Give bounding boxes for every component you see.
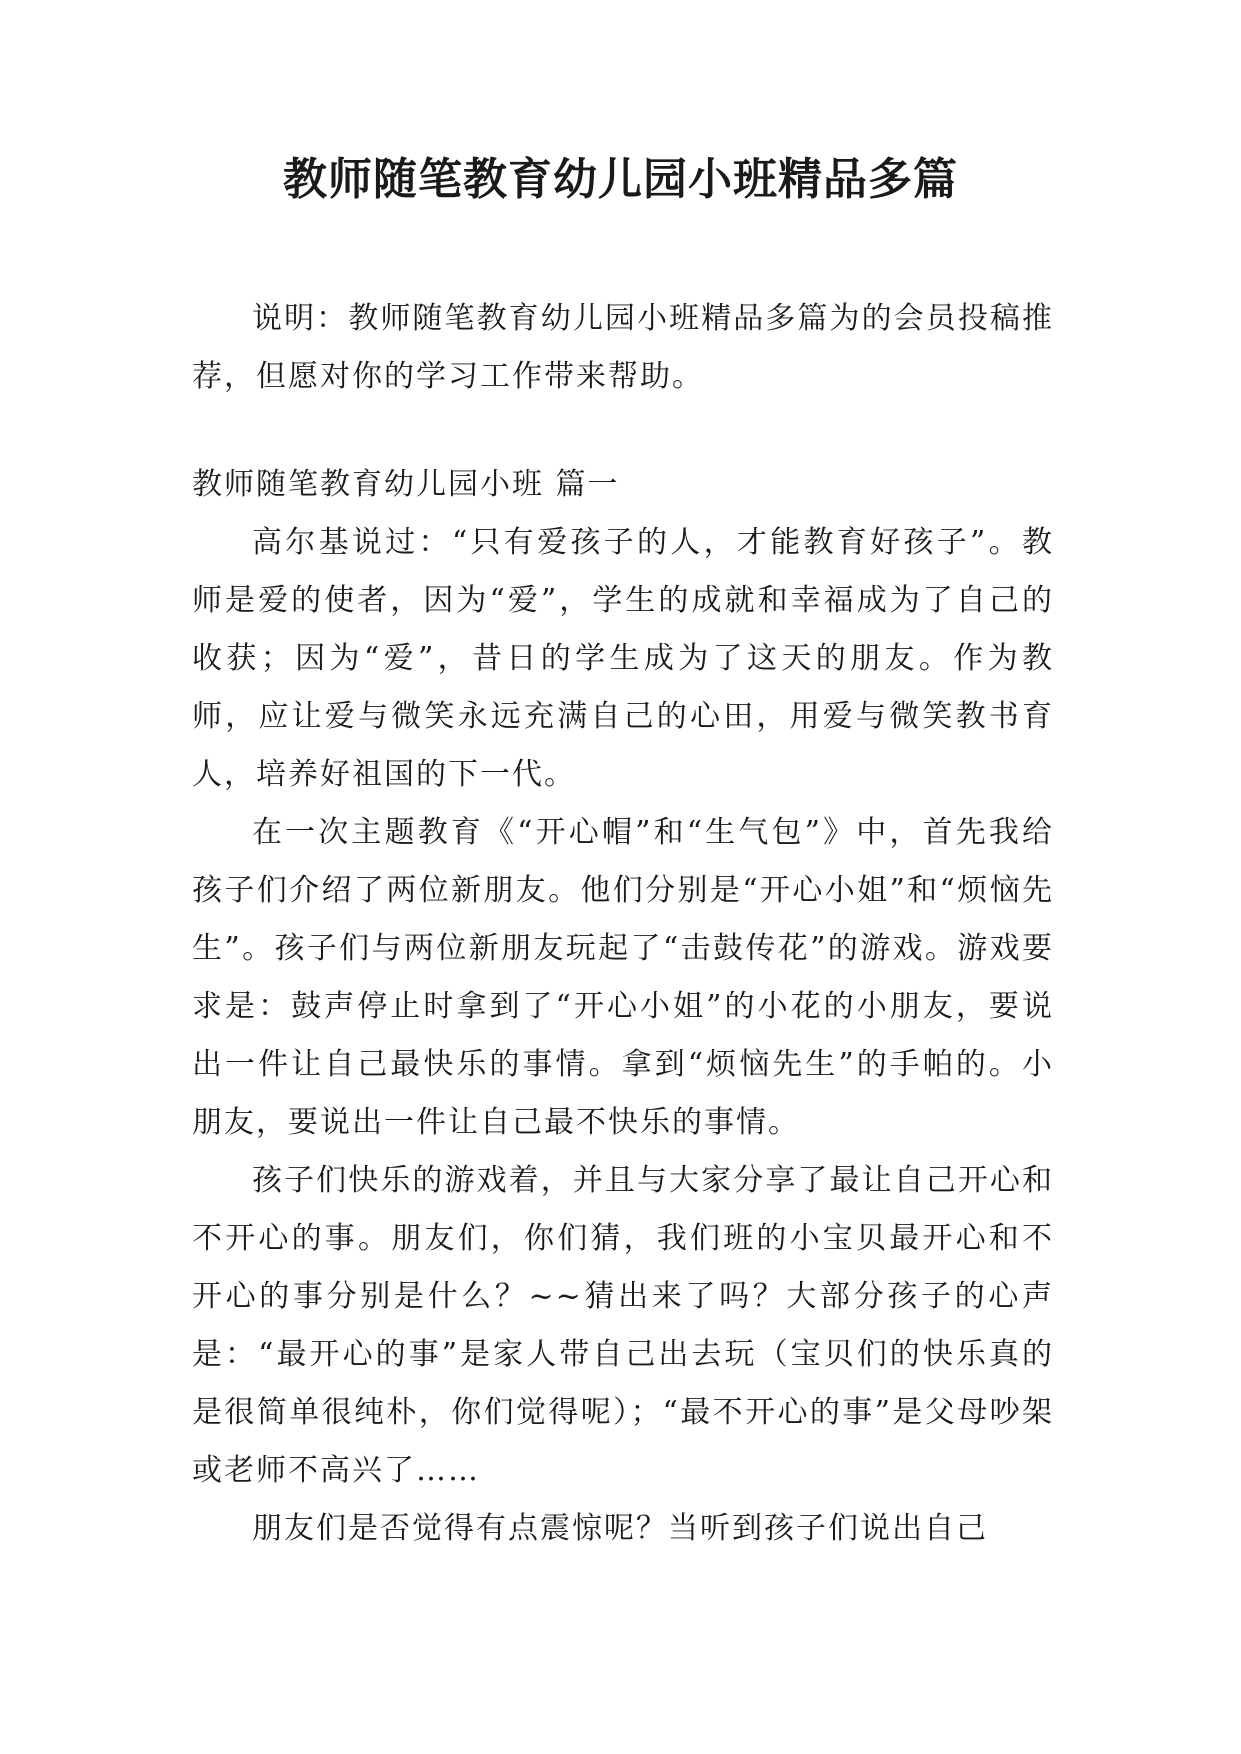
document-body: [192, 290, 1054, 1558]
intro-paragraph: 说明：教师随笔教育幼儿园小班精品多篇为的会员投稿推荐，但愿对你的学习工作带来帮助。: [192, 301, 1054, 394]
body-paragraph: 高尔基说过：“只有爱孩子的人，才能教育好孩子”。教师是爱的使者，因为“爱”，学生的成就和幸福成为了自己的收获；因为“爱”，昔日的学生成为了这天的朋友。作为教师，应让爱与微笑永远充满自己的心田，用爱与微笑教书育人，培养好祖国的下一代。: [192, 525, 1054, 792]
document-title: 教师随笔教育幼儿园小班精品多篇: [283, 154, 958, 205]
body-paragraph: 孩子们快乐的游戏着，并且与大家分享了最让自己开心和不开心的事。朋友们，你们猜，我们班的小宝贝最开心和不开心的事分别是什么？~~猜出来了吗？大部分孩子的心声是：“最开心的事”是家人带自己出去玩（宝贝们的快乐真的是很简单很纯朴，你们觉得呢）；“最不开心的事”是父母吵架或老师不高兴了……: [192, 1163, 1054, 1488]
body-paragraph: 朋友们是否觉得有点震惊呢？当听到孩子们说出自己: [252, 1511, 988, 1546]
section-heading: 教师随笔教育幼儿园小班 篇一: [192, 467, 620, 502]
body-paragraph: 在一次主题教育《“开心帽”和“生气包”》中，首先我给孩子们介绍了两位新朋友。他们分别是“开心小姐”和“烦恼先生”。孩子们与两位新朋友玩起了“击鼓传花”的游戏。游戏要求是：鼓声停止时拿到了“开心小姐”的小花的小朋友，要说出一件让自己最快乐的事情。拿到“烦恼先生”的手帕的。小朋友，要说出一件让自己最不快乐的事情。: [192, 815, 1054, 1140]
